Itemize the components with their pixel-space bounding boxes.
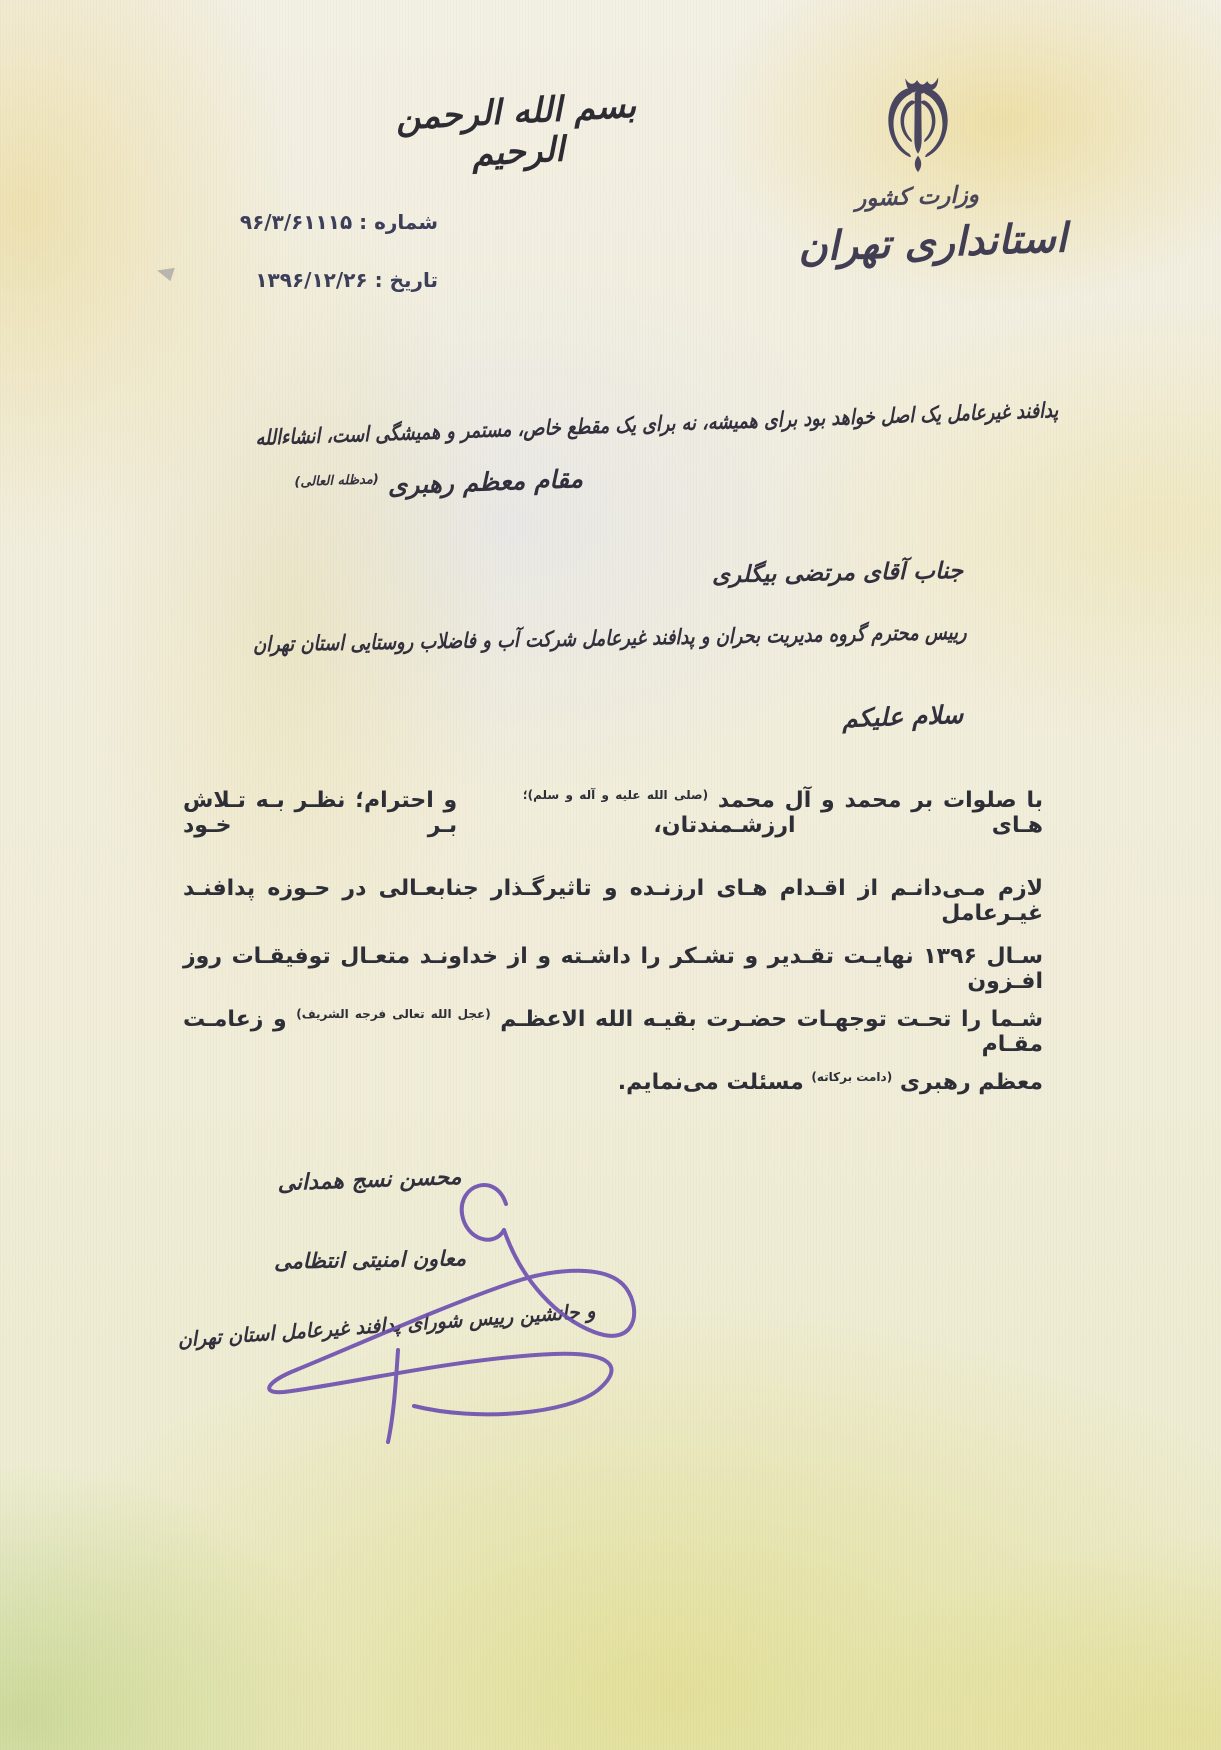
recipient-name: جناب آقای مرتضی بیگلری bbox=[711, 558, 964, 589]
body-line-4-text-b: و زعامـت مقـام bbox=[183, 1007, 1043, 1057]
body-line-4-text: شـما را تحـت توجهـات حضـرت بقیـه الله الاعظـم bbox=[500, 1007, 1043, 1032]
leader-quote: پدافند غیرعامل یک اصل خواهد بود برای همیشه، نه برای یک مقطع خاص، مستمر و همیشگی است، انشاءالله bbox=[254, 398, 1059, 451]
body-line-1-text-b: و احترام؛ نظـر بـه تـلاش هـای ارزشـمندتان، بـر خـود bbox=[183, 788, 1043, 838]
quote-attribution bbox=[243, 464, 584, 505]
body-line-2: لازم مـی‌دانـم از اقـدام هـای ارزنـده و تاثیرگـذار جنابعـالی در حـوزه پدافنـد غیـرعامل bbox=[183, 876, 1043, 926]
salutation: سلام علیکم bbox=[841, 699, 964, 734]
organization-name: استانداری تهران bbox=[797, 215, 1068, 271]
body-line-3: سـال ۱۳۹۶ نهایـت تقـدیر و تشـکر را داشـته و از خداونـد متعـال توفیقـات روز افـزون bbox=[183, 944, 1043, 994]
signature-scrawl-icon bbox=[238, 1142, 668, 1452]
letter-date: تاریخ : ۱۳۹۶/۱۲/۲۶ bbox=[255, 268, 438, 292]
recipient-title: رییس محترم گروه مدیریت بحران و پدافند غیرعامل شرکت آب و فاضلاب روستایی استان تهران bbox=[253, 620, 968, 657]
body-line-1 bbox=[183, 788, 1043, 838]
signatory-name: محسن نسج همدانی bbox=[277, 1164, 462, 1197]
body-line-1-honorific: (صلی الله علیه و آله و سلم)؛ bbox=[522, 788, 709, 802]
ministry-name: وزارت کشور bbox=[854, 181, 980, 213]
body-line-4 bbox=[183, 1007, 1043, 1057]
letter-body bbox=[183, 788, 1043, 1128]
iran-allah-emblem-icon bbox=[872, 70, 964, 186]
letter-number: شماره : ۹۶/۳/۶۱۱۱۵ bbox=[239, 210, 438, 234]
scan-artifact-mark bbox=[155, 263, 175, 281]
quote-attribution-honorific: (مدظله العالی) bbox=[294, 472, 380, 491]
body-line-5 bbox=[228, 1070, 1043, 1095]
bismillah-calligraphy: بسم الله الرحمن الرحیم bbox=[394, 85, 638, 175]
body-line-5-text-b: مسئلت می‌نمایم. bbox=[617, 1070, 804, 1095]
signatory-title-2: و جانشین رییس شورای پدافند غیرعامل استان تهران bbox=[176, 1298, 597, 1352]
body-line-4-honorific: (عجل الله تعالی فرجه الشریف) bbox=[296, 1007, 491, 1021]
body-line-5-text: معظم رهبری bbox=[899, 1070, 1043, 1095]
quote-attribution-text: مقام معظم رهبری bbox=[387, 464, 584, 500]
body-line-1-text: با صلوات بر محمد و آل محمد bbox=[717, 788, 1043, 813]
body-line-5-honorific: (دامت برکاته) bbox=[811, 1070, 893, 1084]
signatory-title-1: معاون امنیتی انتظامی bbox=[273, 1246, 467, 1274]
